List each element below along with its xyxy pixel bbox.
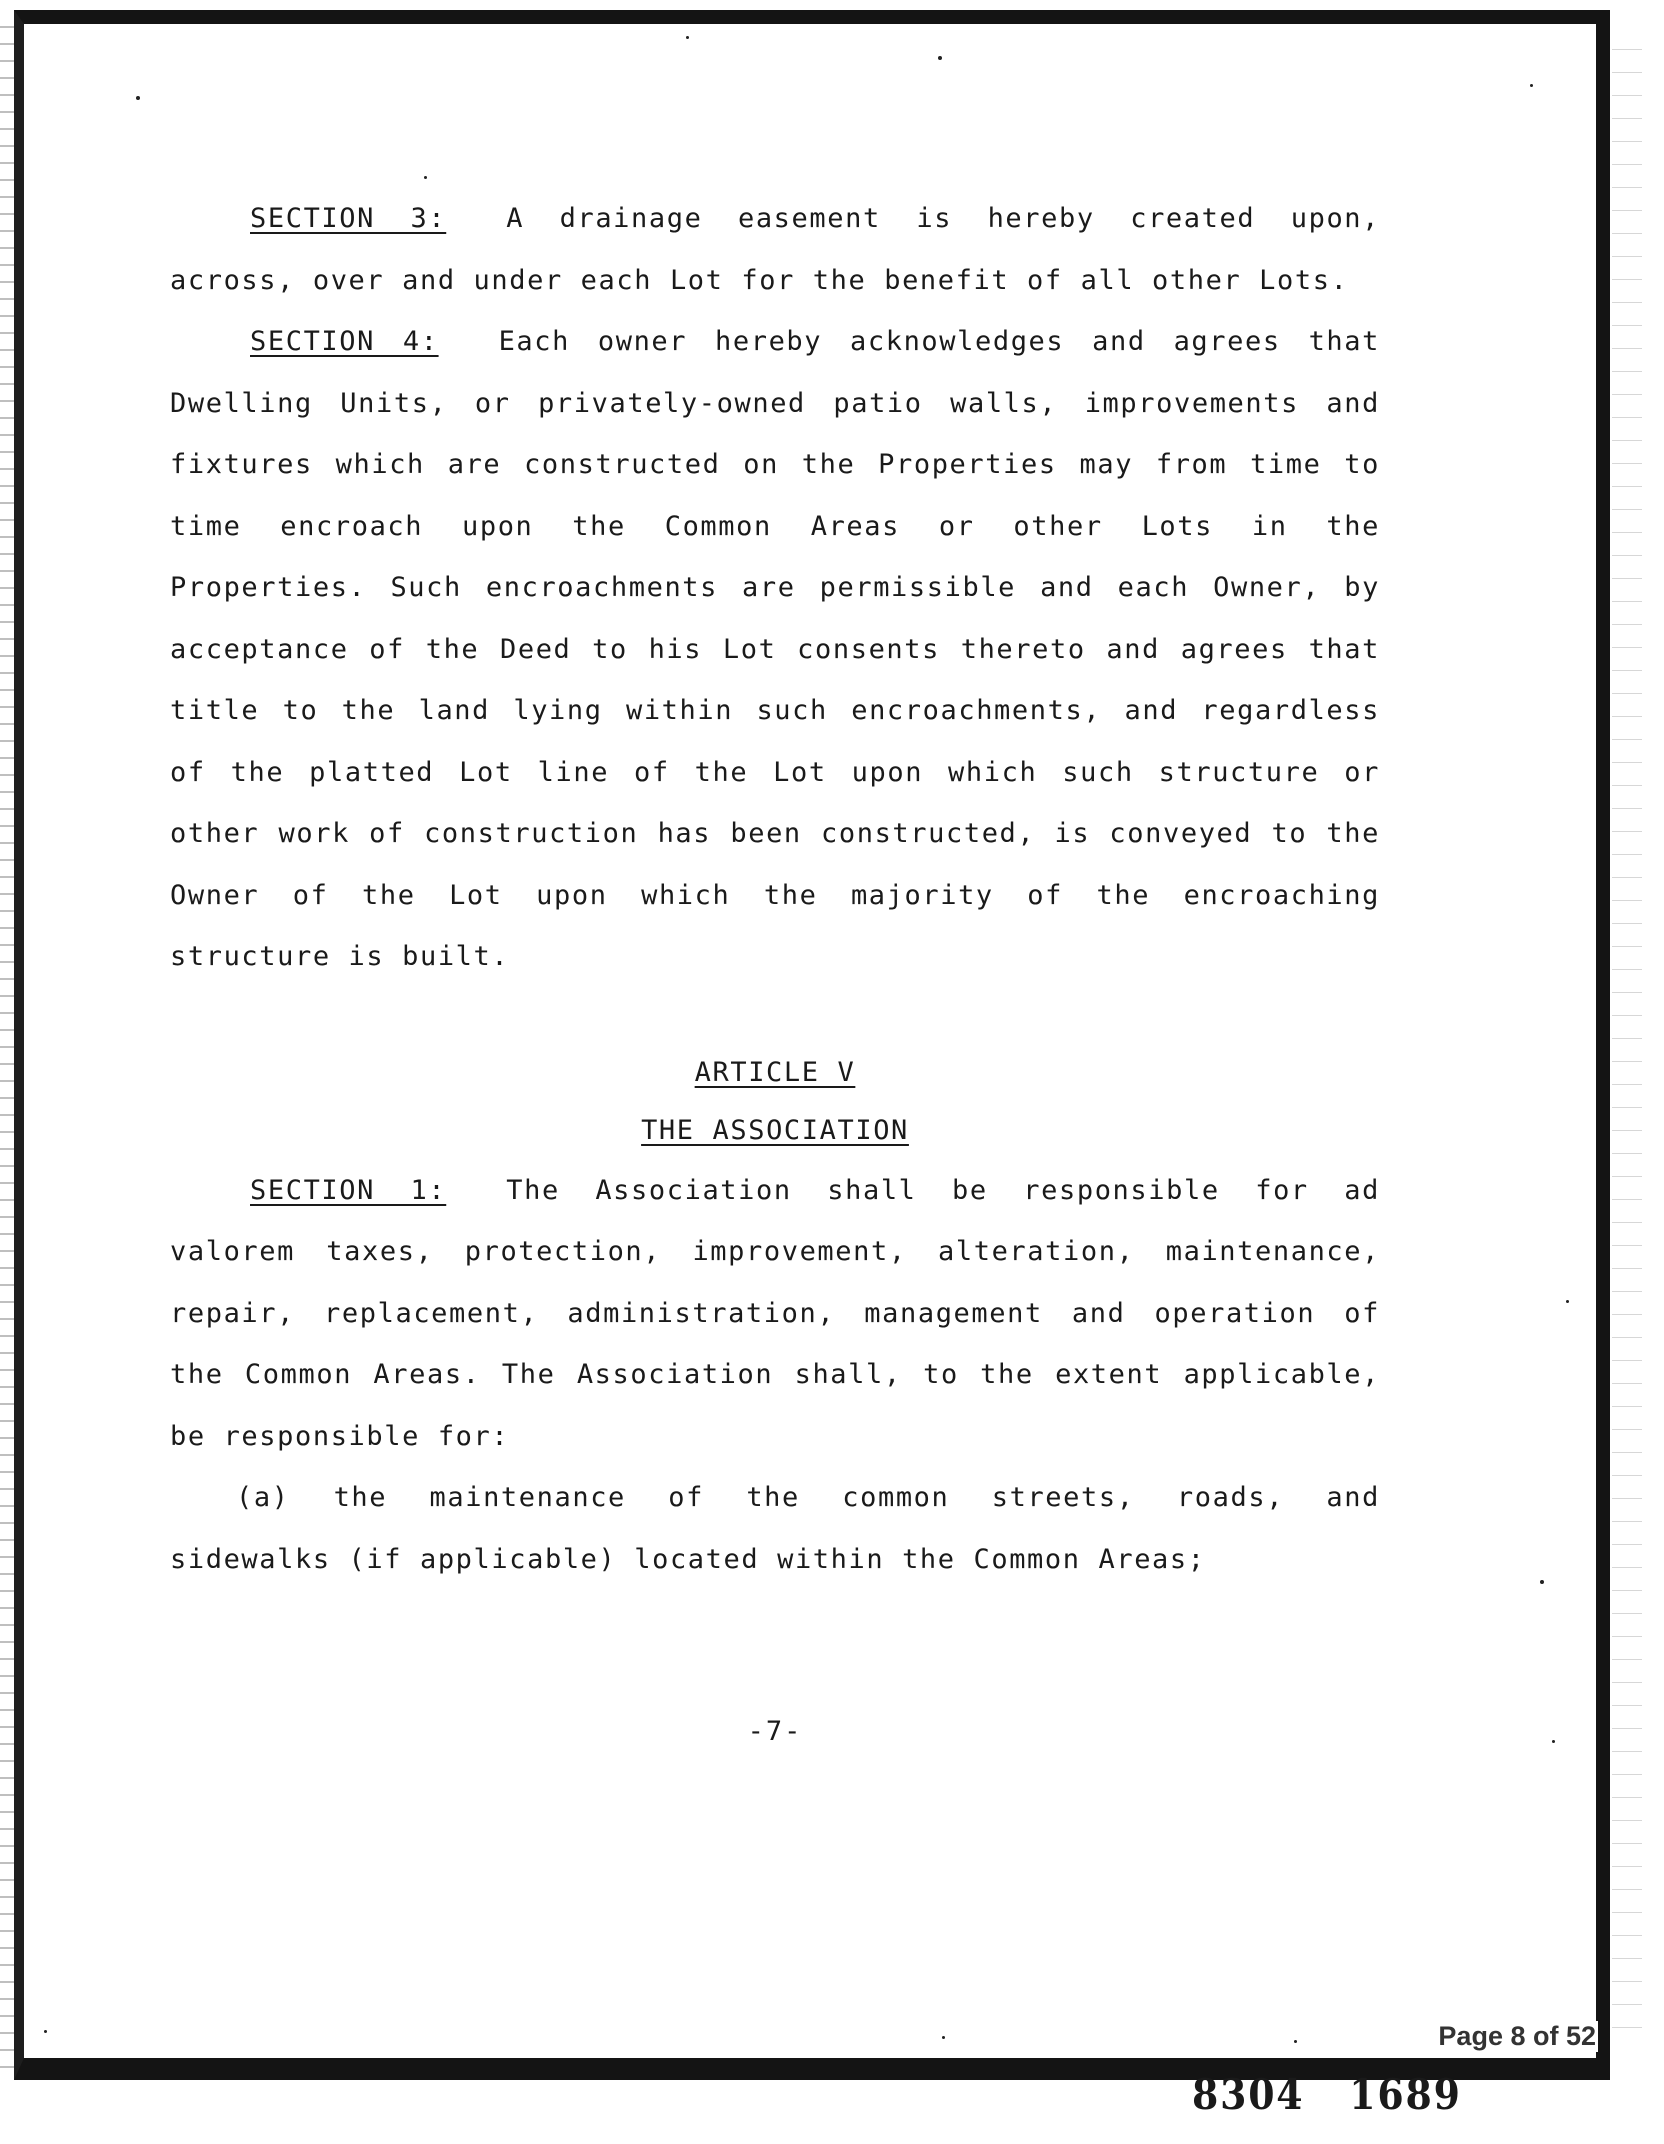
section-4-label: SECTION 4: xyxy=(250,326,439,357)
item-a-label: (a) xyxy=(236,1482,290,1513)
article-number: ARTICLE V xyxy=(694,1056,856,1088)
article-title: THE ASSOCIATION xyxy=(641,1114,909,1146)
scan-speck xyxy=(1552,1740,1555,1743)
scan-speck xyxy=(1530,84,1533,87)
scan-edge-left xyxy=(0,20,14,2080)
scan-speck xyxy=(44,2030,47,2033)
section-4-text: Each owner hereby acknowledges and agrees that Dwelling Units, or privately-owned patio walls, improvements and fixtures which are constructed on the Properties may from time to time encroach upon the Common Areas or other Lots in the Properties. Such encroachments are permissible and each Owner, by acceptance of the Deed to his Lot consents thereto and agrees that title to the land lying within such encroachments, and regardless of the platted Lot line of the Lot upon which such structure or other work of construction has been constructed, is conveyed to the Owner of the Lot upon which the majority of the encroaching structure is built. xyxy=(170,326,1380,972)
section-3-paragraph xyxy=(170,188,1380,311)
page-number: -7- xyxy=(747,1716,803,1747)
scan-speck xyxy=(942,2036,945,2039)
scan-speck xyxy=(136,96,140,100)
section-3-label: SECTION 3: xyxy=(250,203,447,234)
scan-speck xyxy=(938,56,942,60)
article-section-1-text: The Association shall be responsible for ad valorem taxes, protection, improvement, alteration, maintenance, repair, replacement, administration, management and operation of the Common Areas. The Association shall, to the extent applicable, be responsible for: xyxy=(170,1174,1381,1452)
page-counter: Page 8 of 52 xyxy=(1438,2021,1596,2051)
scan-speck xyxy=(1540,1580,1544,1584)
scan-speck xyxy=(424,176,427,179)
article-heading-block xyxy=(170,1044,1380,1160)
item-a-paragraph xyxy=(170,1467,1380,1590)
scan-speck xyxy=(686,36,689,39)
record-book-page-number: 8304 1689 xyxy=(1192,2070,1462,2119)
section-3-text: A drainage easement is hereby created upon, across, over and under each Lot for the benefit of all other Lots. xyxy=(170,203,1381,296)
article-section-1-paragraph xyxy=(170,1160,1380,1468)
item-a-text: the maintenance of the common streets, roads, and sidewalks (if applicable) located within the Common Areas; xyxy=(170,1482,1380,1575)
section-4-paragraph xyxy=(170,311,1380,988)
scan-speck xyxy=(1566,1300,1569,1303)
article-section-1-label: SECTION 1: xyxy=(250,1174,447,1206)
scan-edge-right xyxy=(1612,40,1642,2040)
scan-speck xyxy=(1294,2040,1297,2043)
document-body xyxy=(170,188,1462,2119)
